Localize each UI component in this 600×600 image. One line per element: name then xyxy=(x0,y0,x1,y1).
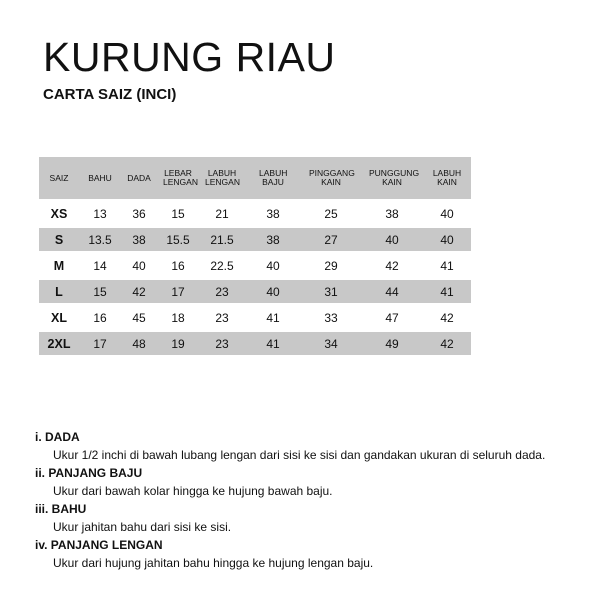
note-text: Ukur dari hujung jahitan bahu hingga ke hujung lengan baju. xyxy=(53,556,374,570)
table-cell: 23 xyxy=(199,331,245,356)
column-header: LEBAR LENGAN xyxy=(157,157,199,201)
column-header: PINGGANG KAIN xyxy=(301,157,361,201)
table-cell: 33 xyxy=(301,305,361,331)
note-text: Ukur jahitan bahu dari sisi ke sisi. xyxy=(53,520,232,534)
table-cell: 49 xyxy=(361,331,423,356)
note-heading: i. DADA xyxy=(35,430,80,444)
table-cell: 41 xyxy=(245,305,301,331)
table-cell: 47 xyxy=(361,305,423,331)
table-cell: 36 xyxy=(121,201,157,227)
table-cell: 41 xyxy=(423,253,471,279)
table-cell: 15 xyxy=(79,279,121,305)
table-cell: 42 xyxy=(423,331,471,356)
table-cell: 15.5 xyxy=(157,227,199,253)
table-cell: 13.5 xyxy=(79,227,121,253)
table-row xyxy=(39,253,471,279)
table-cell: 38 xyxy=(121,227,157,253)
table-cell: 45 xyxy=(121,305,157,331)
note-heading: ii. PANJANG BAJU xyxy=(35,466,143,480)
size-cell: S xyxy=(39,227,79,253)
note-text: Ukur 1/2 inchi di bawah lubang lengan dari sisi ke sisi dan gandakan ukuran di seluruh dada. xyxy=(53,448,546,462)
table-cell: 42 xyxy=(121,279,157,305)
table-cell: 42 xyxy=(423,305,471,331)
measurement-notes xyxy=(35,428,595,572)
table-cell: 17 xyxy=(79,331,121,356)
column-header: SAIZ xyxy=(39,157,79,201)
table-cell: 16 xyxy=(157,253,199,279)
table-cell: 14 xyxy=(79,253,121,279)
table-cell: 34 xyxy=(301,331,361,356)
table-row xyxy=(39,305,471,331)
table-cell: 22.5 xyxy=(199,253,245,279)
table-cell: 44 xyxy=(361,279,423,305)
column-header: LABUH LENGAN xyxy=(199,157,245,201)
page-subtitle: CARTA SAIZ (INCI) xyxy=(43,86,177,103)
table-row xyxy=(39,331,471,356)
column-header: PUNGGUNG KAIN xyxy=(361,157,423,201)
table-cell: 31 xyxy=(301,279,361,305)
table-cell: 19 xyxy=(157,331,199,356)
table-cell: 23 xyxy=(199,305,245,331)
table-cell: 41 xyxy=(423,279,471,305)
table-cell: 40 xyxy=(361,227,423,253)
note-heading: iii. BAHU xyxy=(35,502,87,516)
table-cell: 38 xyxy=(361,201,423,227)
table-cell: 41 xyxy=(245,331,301,356)
table-cell: 25 xyxy=(301,201,361,227)
size-chart-table xyxy=(39,157,471,355)
table-cell: 27 xyxy=(301,227,361,253)
table-cell: 40 xyxy=(121,253,157,279)
table-cell: 29 xyxy=(301,253,361,279)
column-header: LABUH KAIN xyxy=(423,157,471,201)
table-cell: 38 xyxy=(245,201,301,227)
size-cell: 2XL xyxy=(39,331,79,356)
column-header: DADA xyxy=(121,157,157,201)
table-cell: 40 xyxy=(245,253,301,279)
column-header: LABUH BAJU xyxy=(245,157,301,201)
page-title: KURUNG RIAU xyxy=(43,34,336,80)
table-row xyxy=(39,279,471,305)
table-cell: 40 xyxy=(245,279,301,305)
table-cell: 17 xyxy=(157,279,199,305)
size-cell: M xyxy=(39,253,79,279)
table-cell: 18 xyxy=(157,305,199,331)
table-cell: 40 xyxy=(423,227,471,253)
table-cell: 40 xyxy=(423,201,471,227)
table-cell: 48 xyxy=(121,331,157,356)
table-cell: 21 xyxy=(199,201,245,227)
table-cell: 15 xyxy=(157,201,199,227)
table-header-row xyxy=(39,157,471,201)
table-row xyxy=(39,201,471,227)
table-cell: 13 xyxy=(79,201,121,227)
size-cell: XS xyxy=(39,201,79,227)
table-row xyxy=(39,227,471,253)
size-cell: XL xyxy=(39,305,79,331)
size-cell: L xyxy=(39,279,79,305)
column-header: BAHU xyxy=(79,157,121,201)
table-cell: 38 xyxy=(245,227,301,253)
table-cell: 23 xyxy=(199,279,245,305)
note-heading: iv. PANJANG LENGAN xyxy=(35,538,163,552)
table-cell: 42 xyxy=(361,253,423,279)
table-cell: 21.5 xyxy=(199,227,245,253)
table-cell: 16 xyxy=(79,305,121,331)
note-text: Ukur dari bawah kolar hingga ke hujung bawah baju. xyxy=(53,484,333,498)
